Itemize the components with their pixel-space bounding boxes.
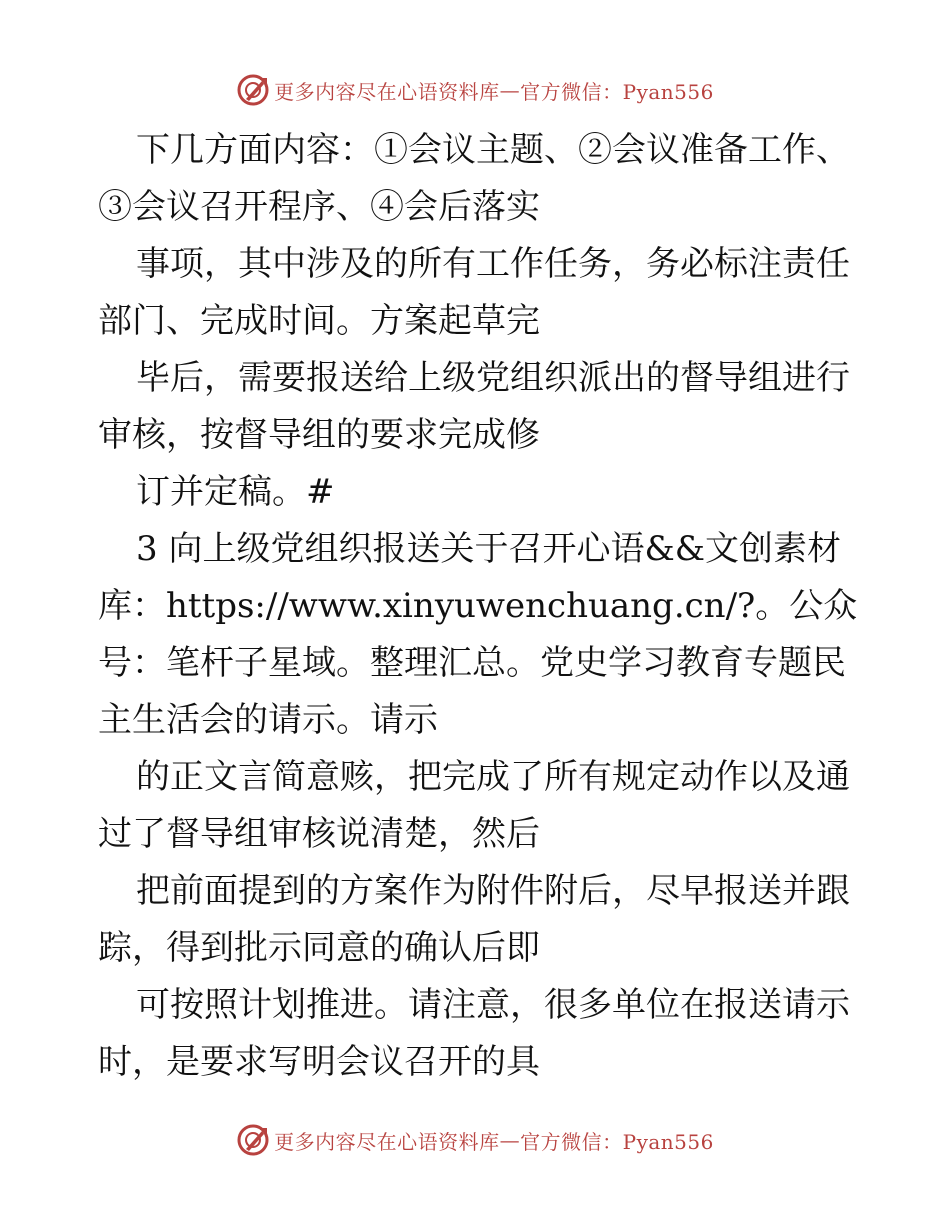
brand-logo-icon (236, 73, 270, 107)
text-line: 时，是要求写明会议召开的具 (98, 1042, 540, 1082)
text-line: 可按照计划推进。请注意，很多单位在报送请示 (136, 985, 850, 1025)
banner-wechat: 官方微信：Pyan556 (520, 79, 714, 104)
text-line: 审核，按督导组的要求完成修 (98, 415, 540, 455)
text-line: 事项，其中涉及的所有工作任务，务必标注责任 (136, 244, 850, 284)
banner-wechat: 官方微信：Pyan556 (520, 1129, 714, 1154)
text-line: 踪，得到批示同意的确认后即 (98, 928, 540, 968)
text-line: 3 向上级党组织报送关于召开心语&&文创素材 (136, 529, 841, 569)
text-line: 毕后，需要报送给上级党组织派出的督导组进行 (136, 358, 850, 398)
text-line: 订并定稿。# (136, 472, 335, 512)
text-line: 部门、完成时间。方案起草完 (98, 301, 540, 341)
brand-logo-icon (236, 1123, 270, 1157)
header-banner (0, 70, 950, 110)
text-line: 过了督导组审核说清楚，然后 (98, 814, 540, 854)
text-line: 下几方面内容：①会议主题、②会议准备工作、 (136, 130, 850, 170)
text-line: 主生活会的请示。请示 (98, 700, 438, 740)
footer-banner (0, 1120, 950, 1160)
banner-text: 更多内容尽在心语资料库 (274, 79, 500, 104)
text-line: ③会议召开程序、④会后落实 (98, 187, 540, 227)
banner-text: 更多内容尽在心语资料库 (274, 1129, 500, 1154)
text-line: 号：笔杆子星域。整理汇总。党史学习教育专题民 (98, 643, 846, 683)
text-line: 把前面提到的方案作为附件附后，尽早报送并跟 (136, 871, 850, 911)
body-text (98, 122, 858, 1091)
text-line: 的正文言简意赅，把完成了所有规定动作以及通 (136, 757, 850, 797)
banner-separator: — (499, 78, 521, 102)
text-line: 库：https://www.xinyuwenchuang.cn/?。公众 (98, 586, 858, 626)
banner-separator: — (499, 1128, 521, 1152)
